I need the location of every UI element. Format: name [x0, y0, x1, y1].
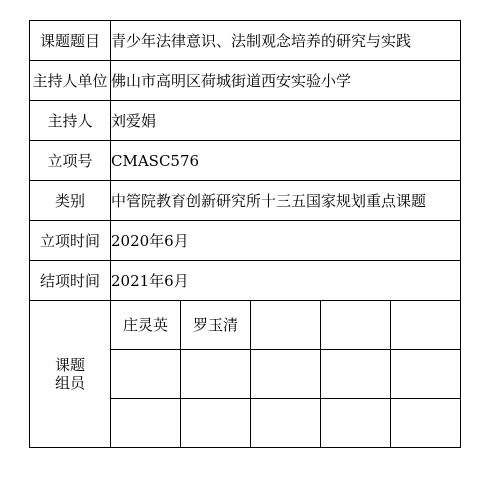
host-unit-label: 主持人单位	[30, 61, 111, 101]
row-members-1	[30, 301, 461, 350]
member-cell-7	[181, 350, 251, 399]
topic-value: 青少年法律意识、法制观念培养的研究与实践	[111, 21, 461, 61]
start-date-value: 2020年6月	[111, 221, 461, 261]
member-cell-1: 庄灵英	[111, 301, 181, 350]
member-cell-3	[251, 301, 321, 350]
member-cell-11	[111, 399, 181, 448]
row-host-unit	[30, 61, 461, 101]
member-cell-10	[391, 350, 461, 399]
member-cell-13	[251, 399, 321, 448]
member-cell-2: 罗玉清	[181, 301, 251, 350]
group-label-line1: 课题	[54, 356, 85, 374]
host-value: 刘爱娟	[111, 101, 461, 141]
row-topic	[30, 21, 461, 61]
member-cell-15	[391, 399, 461, 448]
member-cell-12	[181, 399, 251, 448]
project-info-table	[29, 20, 461, 448]
member-cell-4	[321, 301, 391, 350]
row-project-number	[30, 141, 461, 181]
host-unit-value: 佛山市高明区荷城街道西安实验小学	[111, 61, 461, 101]
start-date-label: 立项时间	[30, 221, 111, 261]
row-start-date	[30, 221, 461, 261]
row-category	[30, 181, 461, 221]
row-host	[30, 101, 461, 141]
member-cell-6	[111, 350, 181, 399]
project-number-label: 立项号	[30, 141, 111, 181]
host-label: 主持人	[30, 101, 111, 141]
end-date-value: 2021年6月	[111, 261, 461, 301]
project-number-value: CMASC576	[111, 141, 461, 181]
end-date-label: 结项时间	[30, 261, 111, 301]
member-cell-8	[251, 350, 321, 399]
group-label-line2: 组员	[54, 374, 85, 392]
row-end-date	[30, 261, 461, 301]
member-cell-5	[391, 301, 461, 350]
member-cell-14	[321, 399, 391, 448]
category-label: 类别	[30, 181, 111, 221]
topic-label: 课题题目	[30, 21, 111, 61]
group-members-label	[30, 301, 111, 448]
member-cell-9	[321, 350, 391, 399]
category-value: 中管院教育创新研究所十三五国家规划重点课题	[111, 181, 461, 221]
